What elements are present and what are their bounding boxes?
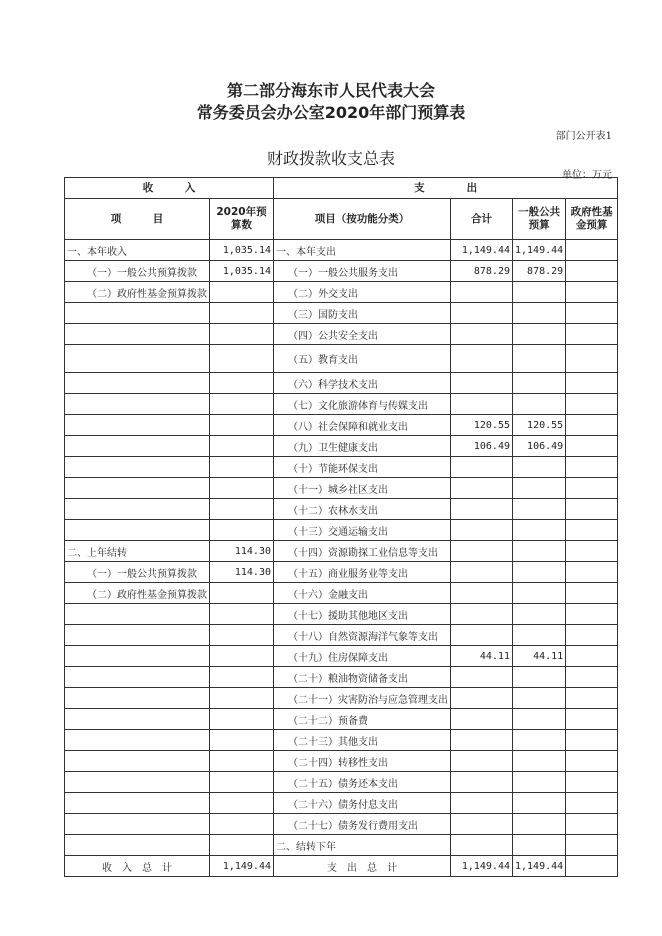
expense-sum [451,282,513,303]
expense-sum [451,688,513,709]
income-amount [210,814,274,835]
header-row-1 [65,178,618,199]
income-item [65,499,210,520]
table-row [65,541,618,562]
expense-fund [566,688,618,709]
table-row [65,730,618,751]
expense-general: 44.11 [513,646,566,667]
income-header: 收 入 [65,178,274,199]
income-item [65,345,210,373]
income-item [65,303,210,324]
expense-general [513,303,566,324]
expense-general [513,835,566,856]
table-row [65,520,618,541]
income-item: （二）政府性基金预算拨款 [65,282,210,303]
expense-item: （四）公共安全支出 [274,324,451,345]
unit-label: 单位：万元 [562,170,612,181]
income-amount [210,709,274,730]
expense-total-sum: 1,149.44 [451,856,513,877]
expense-sum [451,499,513,520]
table-row [65,625,618,646]
expense-fund [566,394,618,415]
func-item-header: 项目（按功能分类） [274,199,451,240]
income-total-amount: 1,149.44 [210,856,274,877]
expense-general [513,499,566,520]
expense-item: （二）外交支出 [274,282,451,303]
expense-sum [451,520,513,541]
income-item [65,646,210,667]
expense-item: （十五）商业服务业等支出 [274,562,451,583]
expense-sum [451,835,513,856]
totals-row [65,856,618,877]
expense-fund [566,345,618,373]
income-amount [210,520,274,541]
expense-general [513,625,566,646]
expense-item: （五）教育支出 [274,345,451,373]
expense-item: （十一）城乡社区支出 [274,478,451,499]
expense-fund [566,303,618,324]
expense-item: （二十一）灾害防治与应急管理支出 [274,688,451,709]
expense-item: （二十六）债务付息支出 [274,793,451,814]
expense-sum [451,793,513,814]
income-item [65,324,210,345]
expense-item: （二十二）预备费 [274,709,451,730]
expense-general [513,457,566,478]
income-amount [210,772,274,793]
expense-sum: 1,149.44 [451,240,513,261]
expense-general [513,751,566,772]
expense-fund [566,793,618,814]
income-item [65,478,210,499]
income-amount [210,282,274,303]
expense-sum: 106.49 [451,436,513,457]
income-amount [210,499,274,520]
table-row [65,772,618,793]
income-item [65,604,210,625]
income-amount: 114.30 [210,541,274,562]
table-code: 部门公开表1 [555,131,612,142]
expense-fund [566,709,618,730]
title-line-1: 第二部分海东市人民代表大会 [226,81,435,100]
expense-fund [566,436,618,457]
table-row [65,303,618,324]
expense-general [513,282,566,303]
expense-sum [451,583,513,604]
expense-fund [566,772,618,793]
total-header: 合计 [451,199,513,240]
expense-sum [451,394,513,415]
expense-general [513,394,566,415]
expense-sum [451,667,513,688]
expense-general: 120.55 [513,415,566,436]
income-amount [210,436,274,457]
budget-header: 2020年预算数 [210,199,274,240]
expense-sum [451,303,513,324]
gov-fund-header: 政府性基金预算 [566,199,618,240]
income-amount: 1,035.14 [210,240,274,261]
income-amount [210,478,274,499]
income-item [65,667,210,688]
expense-sum [451,324,513,345]
expense-fund [566,261,618,282]
income-item [65,709,210,730]
expense-item: （十七）援助其他地区支出 [274,604,451,625]
expense-fund [566,324,618,345]
income-amount: 1,035.14 [210,261,274,282]
expense-general [513,814,566,835]
expense-fund [566,457,618,478]
expense-general [513,709,566,730]
expense-item: （十六）金融支出 [274,583,451,604]
table-row [65,415,618,436]
income-item: 二、上年结转 [65,541,210,562]
expense-general [513,562,566,583]
general-budget-header: 一般公共预算 [513,199,566,240]
table-row [65,324,618,345]
income-item [65,394,210,415]
expense-general [513,772,566,793]
expense-general [513,541,566,562]
income-amount [210,667,274,688]
expense-sum [451,772,513,793]
expense-sum: 878.29 [451,261,513,282]
expense-sum [451,345,513,373]
table-row [65,457,618,478]
income-amount [210,345,274,373]
table-row [65,646,618,667]
expense-item: （十八）自然资源海洋气象等支出 [274,625,451,646]
expense-sum: 120.55 [451,415,513,436]
income-amount [210,583,274,604]
income-item: 一、本年收入 [65,240,210,261]
expense-item: （十三）交通运输支出 [274,520,451,541]
table-row [65,499,618,520]
expense-fund [566,814,618,835]
income-item [65,436,210,457]
expense-general [513,373,566,394]
expense-general [513,520,566,541]
expense-item: （二十五）债务还本支出 [274,772,451,793]
income-item [65,415,210,436]
expense-sum: 44.11 [451,646,513,667]
table-row [65,814,618,835]
income-amount [210,730,274,751]
expense-sum [451,478,513,499]
expense-item: （二十三）其他支出 [274,730,451,751]
expense-general [513,730,566,751]
income-amount [210,604,274,625]
expense-general [513,324,566,345]
table-row [65,688,618,709]
expense-general [513,667,566,688]
income-item [65,730,210,751]
expense-item: （七）文化旅游体育与传媒支出 [274,394,451,415]
expense-fund [566,240,618,261]
income-total-label: 收 入 总 计 [65,856,210,877]
table-row [65,709,618,730]
expense-item: （二十）粮油物资储备支出 [274,667,451,688]
expense-general [513,604,566,625]
expense-sum [451,814,513,835]
expense-fund [566,646,618,667]
expense-general: 1,149.44 [513,240,566,261]
expense-item: （十四）资源勘探工业信息等支出 [274,541,451,562]
expense-sum [451,562,513,583]
income-item [65,751,210,772]
expense-total-general: 1,149.44 [513,856,566,877]
income-item [65,772,210,793]
expense-item: （十九）住房保障支出 [274,646,451,667]
expense-fund [566,835,618,856]
table-row [65,835,618,856]
expense-item: （十）节能环保支出 [274,457,451,478]
income-amount [210,646,274,667]
table-row [65,394,618,415]
expense-fund [566,282,618,303]
expense-fund [566,667,618,688]
expense-general: 106.49 [513,436,566,457]
expense-item: （一）一般公共服务支出 [274,261,451,282]
expense-fund [566,520,618,541]
expense-fund [566,751,618,772]
expense-fund [566,625,618,646]
expense-general [513,478,566,499]
income-amount [210,373,274,394]
document-title [0,80,662,124]
header-row-2 [65,199,618,240]
expense-general [513,345,566,373]
income-amount: 114.30 [210,562,274,583]
income-amount [210,303,274,324]
income-item [65,625,210,646]
income-item [65,373,210,394]
expense-fund [566,499,618,520]
expense-general [513,583,566,604]
expense-general: 878.29 [513,261,566,282]
expense-fund [566,373,618,394]
income-item: （二）政府性基金预算拨款 [65,583,210,604]
income-item [65,457,210,478]
table-row [65,282,618,303]
expense-item: 二、结转下年 [274,835,451,856]
expense-item: （十二）农林水支出 [274,499,451,520]
expense-fund [566,478,618,499]
table-row [65,583,618,604]
expense-item: （三）国防支出 [274,303,451,324]
table-row [65,667,618,688]
expense-item: （二十七）债务发行费用支出 [274,814,451,835]
table-row [65,261,618,282]
table-row [65,345,618,373]
table-row [65,793,618,814]
income-item [65,835,210,856]
table-row [65,436,618,457]
expense-sum [451,373,513,394]
budget-table [64,177,618,877]
expense-sum [451,625,513,646]
expense-item: （六）科学技术支出 [274,373,451,394]
income-amount [210,324,274,345]
table-row [65,478,618,499]
item-header: 项 目 [65,199,210,240]
table-row [65,562,618,583]
income-amount [210,835,274,856]
table-row [65,240,618,261]
expense-sum [451,730,513,751]
income-item: （一）一般公共预算拨款 [65,562,210,583]
income-amount [210,394,274,415]
expense-sum [451,457,513,478]
expense-fund [566,562,618,583]
table-row [65,373,618,394]
income-amount [210,457,274,478]
income-item [65,688,210,709]
expense-sum [451,751,513,772]
expense-sum [451,541,513,562]
expense-general [513,793,566,814]
expense-fund [566,604,618,625]
expense-fund [566,730,618,751]
expense-fund [566,415,618,436]
income-item: （一）一般公共预算拨款 [65,261,210,282]
income-amount [210,751,274,772]
expense-sum [451,709,513,730]
income-amount [210,793,274,814]
income-item [65,793,210,814]
income-amount [210,625,274,646]
expense-total-fund [566,856,618,877]
expense-sum [451,604,513,625]
expense-fund [566,583,618,604]
income-amount [210,688,274,709]
table-subtitle: 财政拨款收支总表 [266,149,395,168]
expense-item: （二十四）转移性支出 [274,751,451,772]
expense-item: 一、本年支出 [274,240,451,261]
expense-item: （九）卫生健康支出 [274,436,451,457]
expense-total-label: 支 出 总 计 [274,856,451,877]
expense-fund [566,541,618,562]
expense-header: 支 出 [274,178,618,199]
expense-general [513,688,566,709]
table-row [65,604,618,625]
expense-item: （八）社会保障和就业支出 [274,415,451,436]
title-line-2: 常务委员会办公室2020年部门预算表 [196,103,466,122]
income-item [65,520,210,541]
table-row [65,751,618,772]
income-amount [210,415,274,436]
income-item [65,814,210,835]
